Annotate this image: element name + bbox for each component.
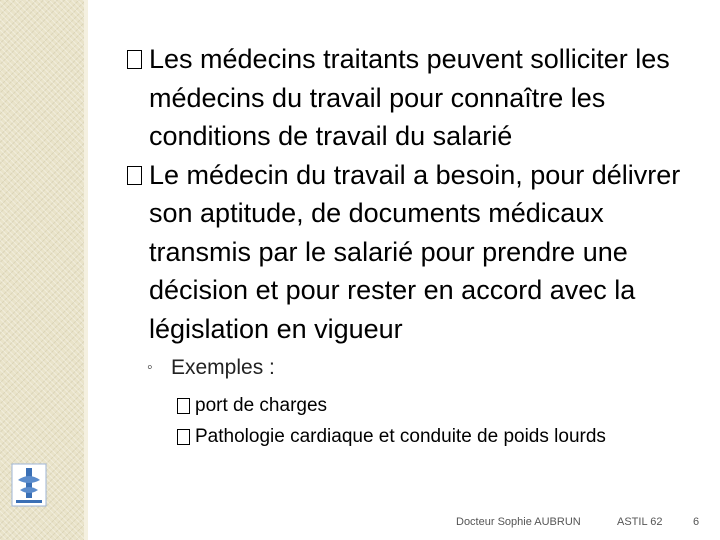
circle-bullet-icon: ◦ <box>147 359 153 376</box>
sidebar-texture <box>0 0 84 540</box>
bullet-text: Les médecins traitants peuvent solliciter les médecins du travail pour connaître les conditions de travail du salarié <box>149 44 670 151</box>
sub-bullet-text: Exemples : <box>171 356 275 379</box>
astil-logo-icon <box>10 462 48 508</box>
box-bullet-icon <box>177 398 190 414</box>
box-bullet-icon <box>127 166 142 185</box>
examples-list <box>177 390 707 452</box>
bullet-text: Le médecin du travail a besoin, pour délivrer son aptitude, de documents médicaux transmis par le salarié pour prendre une décision et pour rester en accord avec la législation en vigueur <box>149 159 681 344</box>
slide-content <box>127 40 707 452</box>
bullet-item-2 <box>127 156 707 349</box>
box-bullet-icon <box>127 50 142 69</box>
footer-author: Docteur Sophie AUBRUN <box>456 516 581 528</box>
sidebar-divider <box>84 0 88 540</box>
example-text: port de charges <box>195 395 328 416</box>
example-item <box>177 390 707 421</box>
example-text: Pathologie cardiaque et conduite de poids lourds <box>195 426 606 447</box>
example-item <box>177 421 707 452</box>
box-bullet-icon <box>177 429 190 445</box>
page-number: 6 <box>693 516 700 528</box>
footer-org: ASTIL 62 <box>617 516 663 528</box>
sub-bullet-examples <box>147 354 707 382</box>
bullet-item-1 <box>127 40 707 156</box>
